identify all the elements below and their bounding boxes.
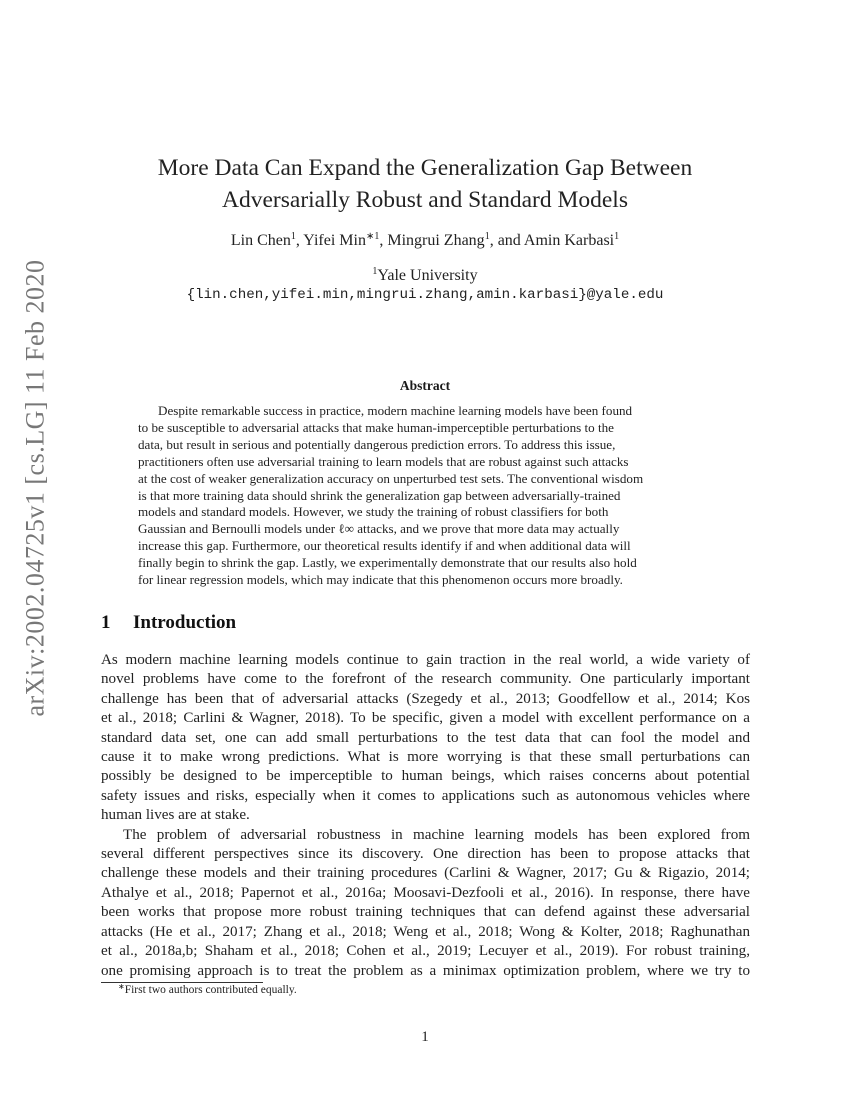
abstract-heading: Abstract	[399, 378, 451, 393]
author-affiliation-mark: ∗1	[365, 231, 380, 242]
paragraph-line: The problem of adversarial robustness in machine learning models has been explored from	[123, 826, 750, 843]
author-separator: ,	[295, 232, 304, 249]
abstract-line: models and standard models. However, we study the training of robust classifiers for both	[138, 504, 609, 520]
author-affiliation-mark: 1	[484, 231, 490, 242]
affiliation-name: Yale University	[377, 267, 478, 284]
paragraph-line: challenge has been that of adversarial attacks (Szegedy et al., 2013; Goodfellow et al., 2014; Kos	[101, 690, 750, 707]
paper-title	[100, 152, 750, 216]
author-name: Amin Karbasi	[523, 232, 615, 249]
arxiv-identifier-stamp	[14, 258, 58, 717]
section-number: 1	[101, 612, 111, 633]
title-line: More Data Can Expand the Generalization Gap Between	[157, 155, 693, 181]
abstract-line: data, but result in serious and potentially dangerous prediction errors. To address this issue,	[138, 436, 616, 452]
paragraph-line: one promising approach is to treat the problem as a minimax optimization problem, where we try to	[101, 962, 750, 979]
abstract-line: Despite remarkable success in practice, modern machine learning models have been found	[158, 403, 633, 418]
introduction-body	[101, 651, 750, 981]
abstract-line: for linear regression models, which may indicate that this phenomenon occurs more broadly.	[138, 572, 623, 588]
abstract-line: practitioners often use adversarial training to learn models that are robust against such attacks	[138, 453, 629, 469]
abstract-line: to be susceptible to adversarial attacks that make human-imperceptible perturbations to the	[138, 419, 614, 435]
author-affiliation-mark: 1	[614, 231, 620, 242]
paragraph-line: safety issues and risks, especially when it comes to applications such as autonomous vehicles where	[101, 787, 750, 804]
author-name: Lin Chen	[230, 232, 291, 249]
paragraph-line: et al., 2018; Carlini & Wagner, 2018). To be specific, given a model with excellent performance on a	[101, 710, 750, 727]
author-affiliation-mark: 1	[290, 231, 296, 242]
paragraph-line: human lives are at stake.	[101, 807, 250, 824]
paragraph-line: standard data set, one can add small perturbations to the test data that can fool the model and	[101, 729, 750, 746]
paragraph-line: Athalye et al., 2018; Papernot et al., 2016a; Moosavi-Dezfooli et al., 2016). In response, there have	[101, 884, 750, 901]
footnote-divider	[101, 982, 263, 983]
author-name: Mingrui Zhang	[387, 232, 485, 249]
paragraph-line: novel problems have come to the forefront of the research community. One particularly important	[101, 671, 750, 688]
author-emails: {lin.chen,yifei.min,mingrui.zhang,amin.karbasi}@yale.edu	[186, 287, 664, 303]
title-line: Adversarially Robust and Standard Models	[222, 187, 628, 213]
section-title: Introduction	[133, 612, 237, 633]
footnote-mark: ∗	[118, 982, 125, 991]
paragraph-line: attacks (He et al., 2017; Zhang et al., 2018; Weng et al., 2018; Wong & Kolter, 2018; Raghunathan	[101, 923, 750, 940]
author-list	[100, 232, 750, 250]
author-separator: ,	[379, 232, 388, 249]
paragraph-line: several different perspectives since its discovery. One direction has been to propose attacks that	[101, 846, 750, 863]
abstract-line: finally begin to shrink the gap. Lastly, we experimentally demonstrate that our results also hold	[138, 555, 637, 571]
arxiv-identifier-text: arXiv:2002.04725v1 [cs.LG] 11 Feb 2020	[21, 258, 50, 717]
abstract-body	[138, 403, 712, 589]
affiliation	[100, 267, 750, 285]
abstract-line: at the cost of weaker generalization accuracy on unperturbed test sets. The conventional wisdom	[138, 470, 644, 486]
section-heading	[101, 612, 236, 634]
paragraph-line: challenge these models and their training procedures (Carlini & Wagner, 2017; Gu & Rigazio, 2014;	[101, 865, 750, 882]
abstract-line: Gaussian and Bernoulli models under ℓ∞ attacks, and we prove that more data may actually	[138, 521, 620, 537]
footnote	[118, 984, 297, 996]
abstract-line: is that more training data should shrink the generalization gap between adversarially-trained	[138, 487, 621, 503]
affiliation-mark: 1	[372, 266, 378, 277]
paragraph-line: been works that propose more robust training techniques that can defend against these adversarial	[101, 904, 750, 921]
author-name: Yifei Min	[303, 232, 366, 249]
paragraph-line: possibly be designed to be imperceptible to human beings, which raises concerns about potential	[101, 768, 750, 785]
paragraph-line: cause it to make wrong predictions. What is more worrying is that these small perturbations can	[101, 749, 750, 766]
author-separator: , and	[489, 232, 524, 249]
abstract-line: increase this gap. Furthermore, our theoretical results identify if and when additional data will	[138, 538, 631, 554]
paragraph-line: et al., 2018a,b; Shaham et al., 2018; Cohen et al., 2019; Lecuyer et al., 2019). For robust training,	[101, 943, 750, 960]
paragraph-line: As modern machine learning models continue to gain traction in the real world, a wide variety of	[101, 652, 750, 668]
page-number: 1	[421, 1029, 429, 1045]
footnote-text: First two authors contributed equally.	[124, 984, 297, 996]
